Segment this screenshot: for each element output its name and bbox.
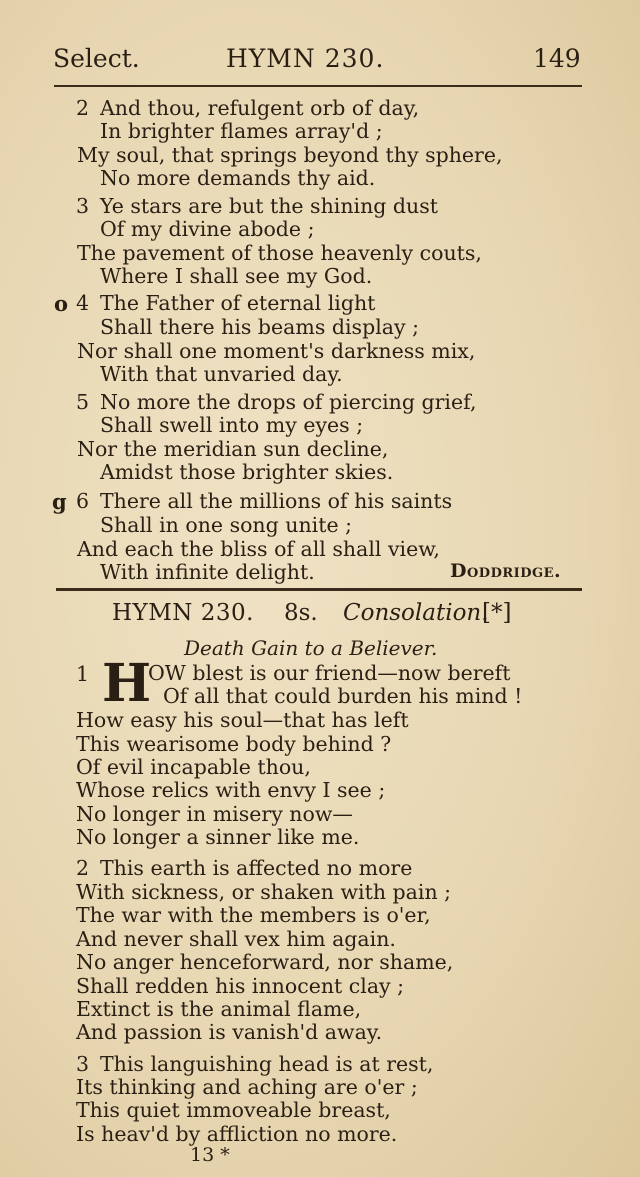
verse-line: The Father of eternal light	[100, 291, 376, 315]
stanza-number: 2	[76, 856, 90, 880]
verse-line: Nor the meridian sun decline,	[77, 437, 389, 461]
hymn-meter: 8s.	[284, 600, 318, 626]
stanza-number: 3	[76, 1052, 90, 1076]
stanza-number: 3	[76, 194, 90, 218]
verse-line: With sickness, or shaken with pain ;	[76, 880, 452, 904]
stanza-number: 6	[76, 489, 90, 513]
stanza-number: 1	[76, 662, 90, 686]
verse-line: Shall in one song unite ;	[100, 513, 353, 537]
verse-line: And passion is vanish'd away.	[76, 1020, 383, 1044]
drop-cap: H	[102, 653, 152, 714]
verse-line: Nor shall one moment's darkness mix,	[77, 339, 476, 363]
verse-line: And never shall vex him again.	[76, 927, 396, 951]
hymn-bracket-mark: [*]	[482, 600, 512, 626]
verse-line: There all the millions of his saints	[100, 489, 453, 513]
verse-line: Amidst those brighter skies.	[100, 460, 394, 484]
hymn-tune: Consolation.	[343, 600, 489, 626]
verse-line: The pavement of those heavenly couts,	[77, 241, 482, 265]
verse-line: Whose relics with envy I see ;	[76, 778, 386, 802]
verse-line: This quiet immoveable breast,	[76, 1098, 391, 1122]
dynamic-mark: o	[54, 291, 69, 316]
verse-line: No more the drops of piercing grief,	[100, 390, 477, 414]
header-rule	[54, 85, 582, 87]
stanza-number: 4	[76, 291, 90, 315]
verse-line: Extinct is the animal flame,	[76, 997, 362, 1021]
author-attribution: Doddridge.	[450, 560, 562, 582]
verse-line: This languishing head is at rest,	[100, 1052, 434, 1076]
running-head-left: Select.	[53, 44, 140, 73]
verse-line: No longer a sinner like me.	[76, 825, 360, 849]
verse-line: With that unvaried day.	[100, 362, 343, 386]
section-rule	[56, 588, 582, 591]
verse-line: Its thinking and aching are o'er ;	[76, 1075, 418, 1099]
verse-line: No more demands thy aid.	[100, 166, 376, 190]
verse-line: Shall redden his innocent clay ;	[76, 974, 405, 998]
verse-line: This wearisome body behind ?	[76, 732, 392, 756]
dynamic-mark: g	[52, 489, 67, 514]
verse-line: Of my divine abode ;	[100, 217, 315, 241]
verse-line: How easy his soul—that has left	[76, 708, 409, 732]
verse-line: And thou, refulgent orb of day,	[100, 96, 420, 120]
verse-line: Shall there his beams display ;	[100, 315, 419, 339]
verse-line: OW blest is our friend—now bereft	[148, 661, 511, 685]
running-head-title: HYMN 230.	[226, 44, 385, 73]
verse-line: In brighter flames array'd ;	[100, 119, 383, 143]
verse-line: Where I shall see my God.	[100, 264, 373, 288]
verse-line: This earth is affected no more	[100, 856, 413, 880]
hymn-subtitle: Death Gain to a Believer.	[184, 636, 438, 660]
verse-line: Ye stars are but the shining dust	[100, 194, 439, 218]
verse-line: Is heav'd by affliction no more.	[76, 1122, 398, 1146]
verse-line: Of evil incapable thou,	[76, 755, 311, 779]
signature-mark: 13 *	[190, 1144, 230, 1166]
stanza-number: 5	[76, 390, 90, 414]
verse-line: And each the bliss of all shall view,	[77, 537, 440, 561]
verse-line: Shall swell into my eyes ;	[100, 413, 364, 437]
verse-line: Of all that could burden his mind !	[163, 684, 523, 708]
verse-line: My soul, that springs beyond thy sphere,	[77, 143, 503, 167]
verse-line: No longer in misery now—	[76, 802, 353, 826]
verse-line: No anger henceforward, nor shame,	[76, 950, 454, 974]
stanza-number: 2	[76, 96, 90, 120]
verse-line: The war with the members is o'er,	[76, 903, 431, 927]
verse-line: With infinite delight.	[100, 560, 315, 584]
page-number: 149	[533, 44, 581, 73]
hymn-title: HYMN 230.	[112, 600, 254, 626]
